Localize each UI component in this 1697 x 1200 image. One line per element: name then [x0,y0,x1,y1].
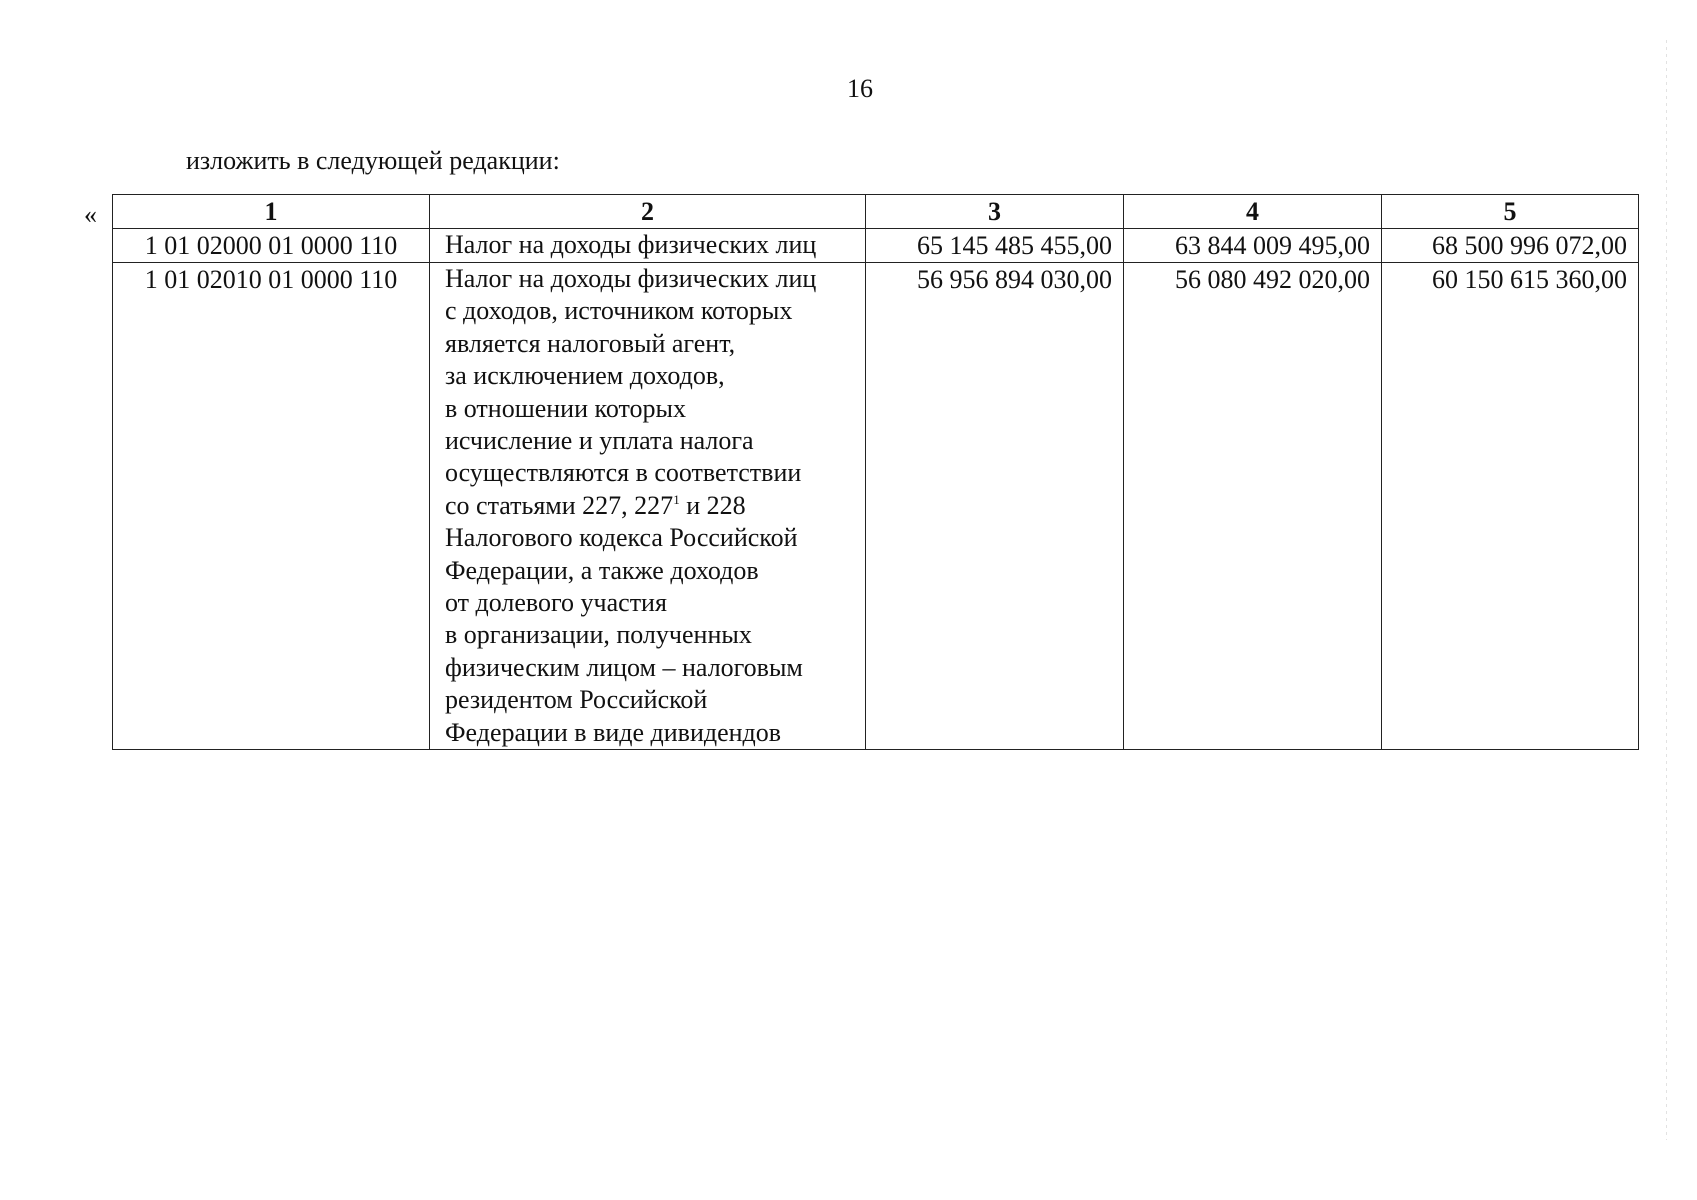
name-line: исчисление и уплата налога [445,426,754,456]
name-line: физическим лицом – налоговым [445,652,803,682]
intro-text: изложить в следующей редакции: [186,146,560,175]
name-line: Федерации в виде дивидендов [445,717,782,747]
amount-col3-cell: 56 956 894 030,00 [866,263,1124,750]
article-superscript: 1 [673,491,680,507]
amount-col4-cell: 63 844 009 495,00 [1124,229,1382,263]
name-line: Федерации, а также доходов [445,555,759,585]
page-number: 16 [847,74,873,103]
table-row [113,229,1639,263]
amount-col5-cell: 68 500 996 072,00 [1382,229,1639,263]
income-name-cell: Налог на доходы физических лиц [430,229,866,263]
name-line: с доходов, источником которых [445,296,793,326]
column-header-4: 4 [1124,195,1382,229]
name-line-text: со статьями 227, 227 [445,490,674,520]
name-line: осуществляются в соответствии [445,458,802,488]
name-line: за исключением доходов, [445,361,725,391]
name-line: Налог на доходы физических лиц [445,264,817,293]
income-name-cell [430,263,866,750]
amount-col5-cell: 60 150 615 360,00 [1382,263,1639,750]
amount-col3-cell: 65 145 485 455,00 [866,229,1124,263]
table-header-row [113,195,1639,229]
name-line-text: и 228 [679,490,746,520]
scan-edge-mark [1666,40,1667,1140]
name-line-with-superscript [445,490,865,522]
name-line: от долевого участия [445,588,667,618]
column-header-5: 5 [1382,195,1639,229]
column-header-2: 2 [430,195,866,229]
name-line: в отношении которых [445,393,686,423]
column-header-1: 1 [113,195,430,229]
opening-quote-mark: « [84,200,97,229]
budget-code-cell: 1 01 02010 01 0000 110 [113,263,430,750]
name-line: в организации, полученных [445,620,752,650]
budget-code-cell: 1 01 02000 01 0000 110 [113,229,430,263]
name-line: является налоговый агент, [445,328,736,358]
name-line: резидентом Российской [445,685,708,715]
amount-col4-cell: 56 080 492 020,00 [1124,263,1382,750]
table-row [113,263,1639,750]
name-line: Налогового кодекса Российской [445,523,798,553]
budget-table [112,194,1639,750]
column-header-3: 3 [866,195,1124,229]
